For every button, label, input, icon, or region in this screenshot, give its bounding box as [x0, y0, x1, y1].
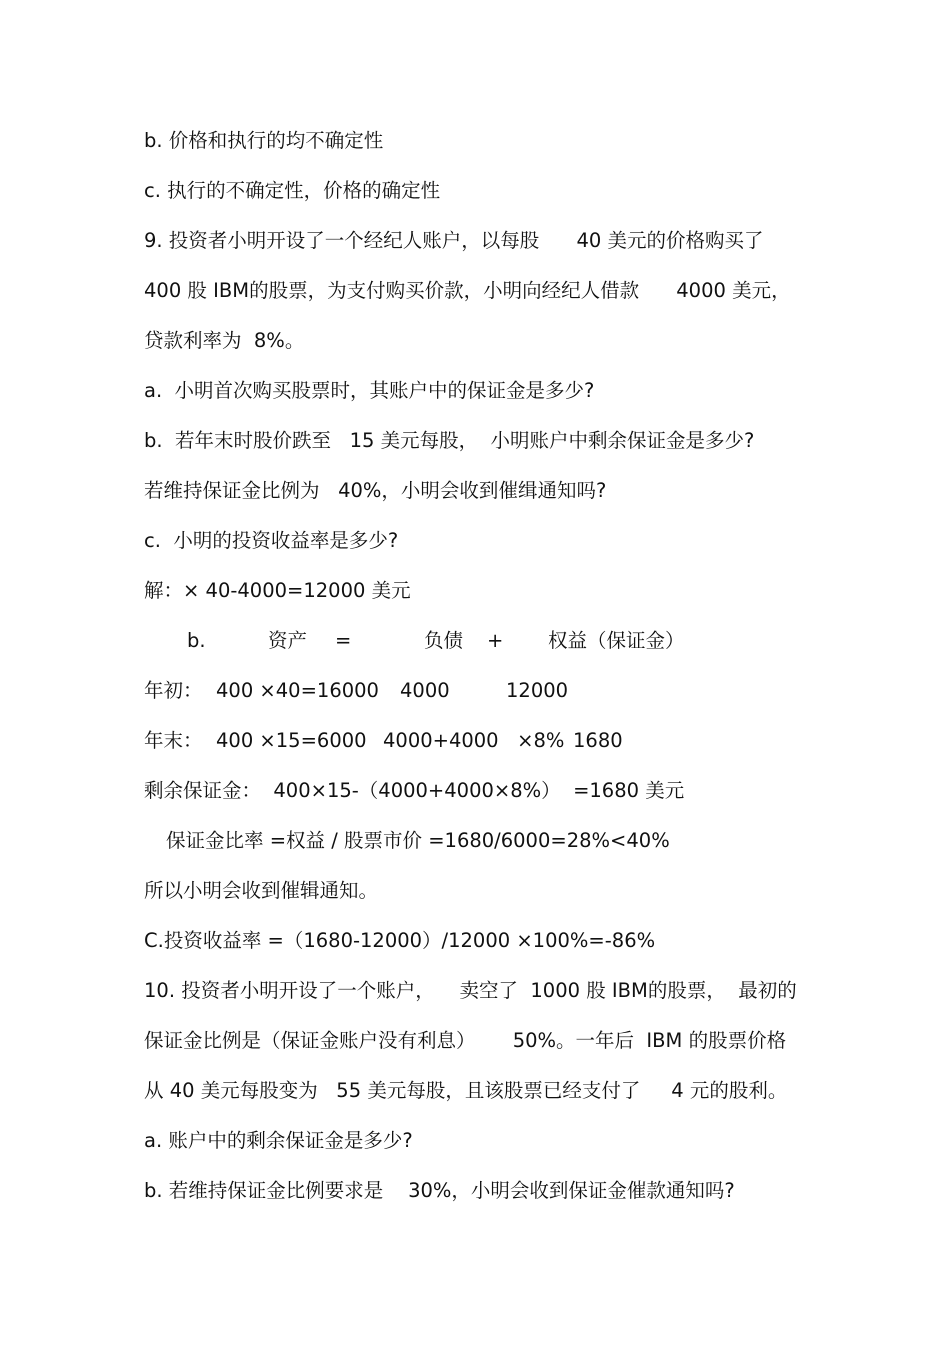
- balance-header-equity: 权益（保证金）: [548, 629, 685, 652]
- question-9-part-b: b. 若年末时股价跌至 15 美元每股， 小明账户中剩余保证金是多少?: [144, 429, 755, 452]
- balance-header-label: b.: [187, 629, 206, 652]
- remaining-margin-line: 剩余保证金： 400×15-（4000+4000×8%） =1680 美元: [144, 779, 685, 802]
- question-9-line-1: 9. 投资者小明开设了一个经纪人账户，以每股 40 美元的价格购买了: [144, 229, 764, 252]
- question-9-part-c: c. 小明的投资收益率是多少?: [144, 529, 399, 552]
- balance-end-equity: 1680: [573, 729, 623, 752]
- balance-row-end: [0, 728, 950, 884]
- question-10-line-3: 从 40 美元每股变为 55 美元每股，且该股票已经支付了 4 元的股利。: [144, 1079, 788, 1102]
- balance-end-liabilities: 4000+4000 ×8%: [383, 729, 565, 752]
- balance-header-liabilities: 负债: [424, 629, 464, 652]
- question-9-part-a: a. 小明首次购买股票时，其账户中的保证金是多少?: [144, 379, 595, 402]
- text-line-option-c: c. 执行的不确定性，价格的确定性: [144, 179, 441, 202]
- question-10-part-a: a. 账户中的剩余保证金是多少?: [144, 1129, 413, 1152]
- question-10-line-2: 保证金比例是（保证金账户没有利息） 50%。一年后 IBM 的股票价格: [144, 1029, 787, 1052]
- balance-end-assets: 400 ×15=6000: [216, 729, 367, 752]
- question-9-line-3: 贷款利率为 8%。: [144, 329, 305, 352]
- balance-header-equals: =: [335, 629, 352, 652]
- question-9-part-b-cont: 若维持保证金比例为 40%，小明会收到催缉通知吗?: [144, 479, 607, 502]
- balance-start-equity: 12000: [506, 679, 569, 702]
- text-line-option-b: b. 价格和执行的均不确定性: [144, 129, 384, 152]
- balance-header-assets: 资产: [268, 629, 308, 652]
- balance-start-label: 年初：: [144, 679, 203, 702]
- balance-header-plus: +: [487, 629, 504, 652]
- margin-call-conclusion: 所以小明会收到催辑通知。: [144, 879, 379, 902]
- question-9-line-2: 400 股 IBM的股票，为支付购买价款，小明向经纪人借款 4000 美元，: [144, 279, 791, 302]
- balance-start-assets: 400 ×40=16000: [216, 679, 379, 702]
- balance-end-label: 年末：: [144, 729, 203, 752]
- question-10-part-b: b. 若维持保证金比例要求是 30%，小明会收到保证金催款通知吗?: [144, 1179, 735, 1202]
- solution-a: 解：× 40-4000=12000 美元: [144, 579, 411, 602]
- balance-start-liabilities: 4000: [400, 679, 450, 702]
- margin-ratio-line: 保证金比率 =权益 / 股票市价 =1680/6000=28%<40%: [166, 829, 670, 852]
- question-10-line-1: 10. 投资者小明开设了一个账户， 卖空了 1000 股 IBM的股票， 最初的: [144, 979, 797, 1002]
- return-rate-line: C.投资收益率 =（1680-12000）/12000 ×100%=-86%: [144, 929, 656, 952]
